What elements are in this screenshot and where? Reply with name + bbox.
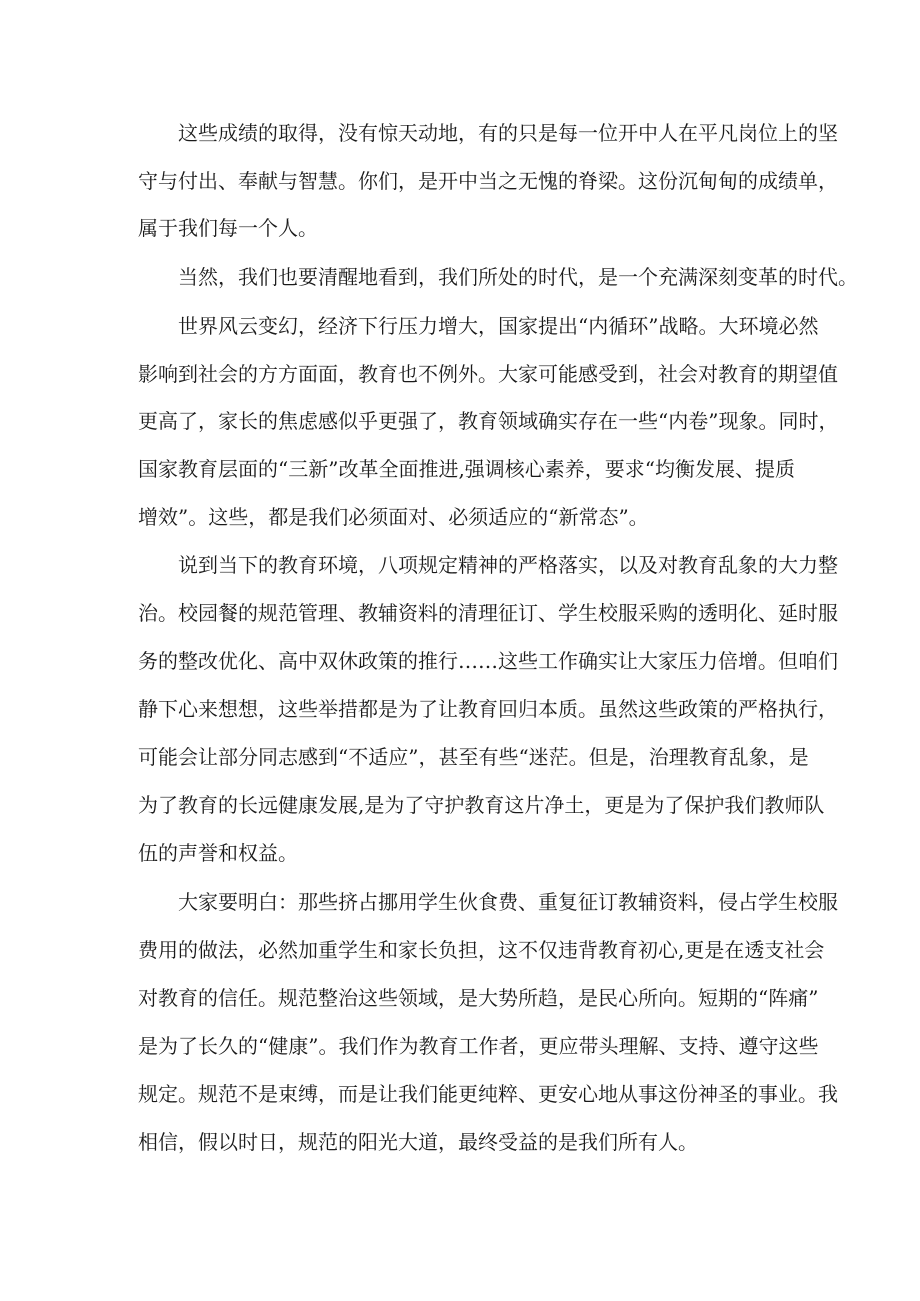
paragraph-5-line-5: 规定。规范不是束缚，而是让我们能更纯粹、更安心地从事这份神圣的事业。我	[138, 1082, 838, 1106]
paragraph-5-line-2: 费用的做法，必然加重学生和家长负担，这不仅违背教育初心,更是在透支社会	[138, 938, 825, 962]
paragraph-3-line-4: 国家教育层面的“三新”改革全面推进,强调核心素养，要求“均衡发展、提质	[138, 457, 796, 481]
paragraph-3-line-5: 增效”。这些，都是我们必须面对、必须适应的“新常态”。	[138, 505, 649, 529]
paragraph-5-line-6: 相信，假以时日，规范的阳光大道，最终受益的是我们所有人。	[138, 1130, 698, 1154]
paragraph-4-line-5: 可能会让部分同志感到“不适应”，甚至有些“迷茫。但是，治理教育乱象，是	[138, 745, 809, 769]
paragraph-1-line-1: 这些成绩的取得，没有惊天动地，有的只是每一位开中人在平凡岗位上的坚	[178, 121, 838, 145]
paragraph-4-line-1: 说到当下的教育环境，八项规定精神的严格落实，以及对教育乱象的大力整	[178, 553, 838, 577]
paragraph-4-line-4: 静下心来想想，这些举措都是为了让教育回归本质。虽然这些政策的严格执行，	[138, 697, 838, 721]
paragraph-4-line-7: 伍的声誉和权益。	[138, 841, 298, 865]
paragraph-3-line-3: 更高了，家长的焦虑感似乎更强了，教育领域确实存在一些“内卷”现象。同时，	[138, 409, 839, 433]
paragraph-3-line-2: 影响到社会的方方面面，教育也不例外。大家可能感受到，社会对教育的期望值	[138, 362, 838, 386]
paragraph-4-line-3: 务的整改优化、高中双休政策的推行……这些工作确实让大家压力倍增。但咱们	[138, 649, 838, 673]
paragraph-1-line-3: 属于我们每一个人。	[138, 216, 318, 240]
paragraph-4-line-6: 为了教育的长远健康发展,是为了守护教育这片净土，更是为了保护我们教师队	[138, 793, 825, 817]
paragraph-2-line-1: 当然，我们也要清醒地看到，我们所处的时代，是一个充满深刻变革的时代。	[178, 265, 858, 289]
paragraph-3-line-1: 世界风云变幻，经济下行压力增大，国家提出“内循环”战略。大环境必然	[178, 314, 819, 338]
paragraph-5-line-1: 大家要明白：那些挤占挪用学生伙食费、重复征订教辅资料，侵占学生校服	[178, 890, 838, 914]
paragraph-5-line-4: 是为了长久的“健康”。我们作为教育工作者，更应带头理解、支持、遵守这些	[138, 1034, 819, 1058]
paragraph-5-line-3: 对教育的信任。规范整治这些领域，是大势所趋，是民心所向。短期的“阵痛”	[138, 986, 819, 1010]
paragraph-1-line-2: 守与付出、奉献与智慧。你们，是开中当之无愧的脊梁。这份沉甸甸的成绩单，	[138, 169, 838, 193]
paragraph-4-line-2: 治。校园餐的规范管理、教辅资料的清理征订、学生校服采购的透明化、延时服	[138, 601, 838, 625]
